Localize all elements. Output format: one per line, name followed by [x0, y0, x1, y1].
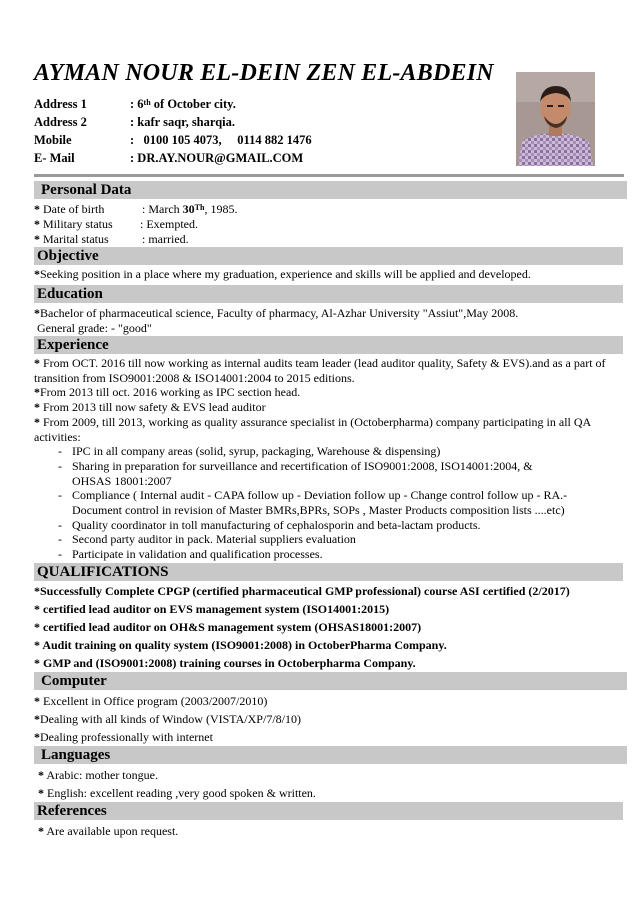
education-degree: *Bachelor of pharmaceutical science, Faculty of pharmacy, Al-Azhar University "Assiut",May 2008. [34, 306, 519, 320]
section-header-computer: Computer [34, 672, 627, 690]
dob-label-text: Date of birth [43, 202, 105, 216]
experience-item-text: From 2013 till now safety & EVS lead auditor [40, 400, 266, 415]
qualifications-list [34, 582, 570, 672]
references-text: * Are available upon request. [38, 824, 179, 838]
person-portrait-icon [516, 72, 595, 166]
languages-list [38, 766, 316, 802]
dob-value [142, 202, 237, 217]
list-item-text: English: excellent reading ,very good spoken & written. [44, 786, 316, 800]
header-divider [34, 174, 624, 177]
list-item: * certified lead auditor on OH&S management system (OHSAS18001:2007) [34, 620, 422, 634]
objective-text: *Seeking position in a place where my graduation, experience and skills will be applied and developed. [34, 267, 531, 281]
contact-label: Address 1 [34, 97, 87, 111]
contact-label: Mobile [34, 133, 72, 147]
section-header-experience: Experience [34, 336, 623, 354]
section-header-languages: Languages [34, 746, 627, 764]
education-degree-text: Bachelor of pharmaceutical science, Faculty of pharmacy, Al-Azhar University "Assiut",May 2008. [40, 306, 519, 320]
contact-value: : DR.AY.NOUR@GMAIL.COM [130, 151, 304, 165]
section-header-education: Education [34, 285, 623, 303]
candidate-name: AYMAN NOUR EL-DEIN ZEN EL-ABDEIN [34, 60, 494, 86]
dob-month: : March [142, 202, 183, 216]
list-item: * Excellent in Office program (2003/2007/2010) [34, 694, 268, 708]
contact-value [130, 95, 236, 113]
list-item: * certified lead auditor on EVS management system (ISO14001:2015) [34, 602, 390, 616]
contact-label: Address 2 [34, 115, 87, 129]
military-label: * Military status [34, 217, 113, 231]
experience-item: * From OCT. 2016 till now working as internal audits team leader (lead auditor quality, Safety & EVS).and as a part of transition from ISO9001:2008 & ISO14001:2004 to 2015 editions. [34, 356, 606, 385]
dob-suffix: Th [194, 203, 205, 212]
dob-year: , 1985. [204, 202, 238, 216]
list-item: *Successfully Complete CPGP (certified pharmaceutical GMP professional) course ASI certified (2/2017) [34, 584, 570, 598]
section-header-references: References [34, 802, 623, 820]
dob-day: 30 [182, 202, 195, 216]
military-label-text: Military status [43, 217, 113, 231]
list-item: *Dealing professionally with internet [34, 730, 213, 744]
contact-value: : 0100 105 4073, 0114 882 1476 [130, 133, 312, 147]
experience-item-text: From 2009, till 2013, working as quality assurance specialist in (Octoberpharma) company participating in all QA activities: [34, 414, 591, 444]
list-item: * GMP and (ISO9001:2008) training courses in Octoberpharma Company. [34, 656, 416, 670]
marital-label: * Marital status [34, 232, 109, 246]
address1-suffix: th [143, 98, 151, 107]
experience-list [34, 356, 612, 562]
references-sentence: Are available upon request. [44, 824, 179, 838]
objective-sentence: Seeking position in a place where my graduation, experience and skills will be applied and developed. [40, 267, 531, 281]
address1-text: of October city. [150, 97, 236, 111]
list-item-text: Dealing professionally with internet [40, 730, 213, 744]
list-item: * English: excellent reading ,very good spoken & written. [38, 786, 316, 800]
dob-label: * Date of birth [34, 202, 105, 216]
list-item: *Dealing with all kinds of Window (VISTA/XP/7/8/10) [34, 712, 301, 726]
experience-item: * From 2009, till 2013, working as quality assurance specialist in (Octoberpharma) company participating in all QA activities: [34, 414, 591, 444]
list-item: - Second party auditor in pack. Material suppliers evaluation [34, 532, 612, 547]
education-grade: General grade: - "good" [37, 321, 152, 335]
section-header-objective: Objective [34, 247, 623, 265]
computer-list [34, 692, 301, 746]
list-item: * Arabic: mother tongue. [38, 768, 158, 782]
experience-item-text: From 2013 till oct. 2016 working as IPC section head. [40, 385, 301, 400]
list-item-text: Arabic: mother tongue. [44, 768, 158, 782]
list-item-text: Dealing with all kinds of Window (VISTA/XP/7/8/10) [40, 712, 301, 726]
experience-item: *From 2013 till oct. 2016 working as IPC section head. [34, 385, 301, 400]
list-item: - Participate in validation and qualification processes. [34, 547, 612, 562]
list-item: - IPC in all company areas (solid, syrup, packaging, Warehouse & dispensing) [34, 444, 612, 459]
military-value: : Exempted. [140, 217, 198, 231]
marital-value: : married. [142, 232, 189, 246]
experience-item-text: From OCT. 2016 till now working as internal audits team leader (lead auditor quality, Safety & EVS).and as a part of transition from ISO9001:2008 & ISO14001:2004 to 2015 editions. [34, 356, 606, 385]
list-item-text: Excellent in Office program (2003/2007/2010) [40, 694, 268, 708]
profile-photo [516, 72, 595, 166]
experience-item: * From 2013 till now safety & EVS lead auditor [34, 400, 266, 415]
section-header-personal: Personal Data [34, 181, 627, 199]
list-item: - Sharing in preparation for surveillance and recertification of ISO9001:2008, ISO14001:2004, & OHSAS 18001:2007 [34, 459, 612, 488]
section-header-qualifications: QUALIFICATIONS [34, 563, 623, 581]
list-item: - Quality coordinator in toll manufacturing of cephalosporin and beta-lactam products. [34, 518, 612, 533]
list-item: * Audit training on quality system (ISO9001:2008) in OctoberPharma Company. [34, 638, 447, 652]
address1-number: : 6 [130, 97, 144, 111]
contact-label: E- Mail [34, 151, 75, 165]
qa-activities-list [34, 444, 612, 562]
list-item: - Compliance ( Internal audit - CAPA follow up - Deviation follow up - Change control follow up - RA.- Document control in revision of Master BMRs,BPRs, SOPs , Master Products composition lists ....etc) [34, 488, 612, 517]
contact-value: : kafr saqr, sharqia. [130, 115, 236, 129]
marital-label-text: Marital status [43, 232, 109, 246]
